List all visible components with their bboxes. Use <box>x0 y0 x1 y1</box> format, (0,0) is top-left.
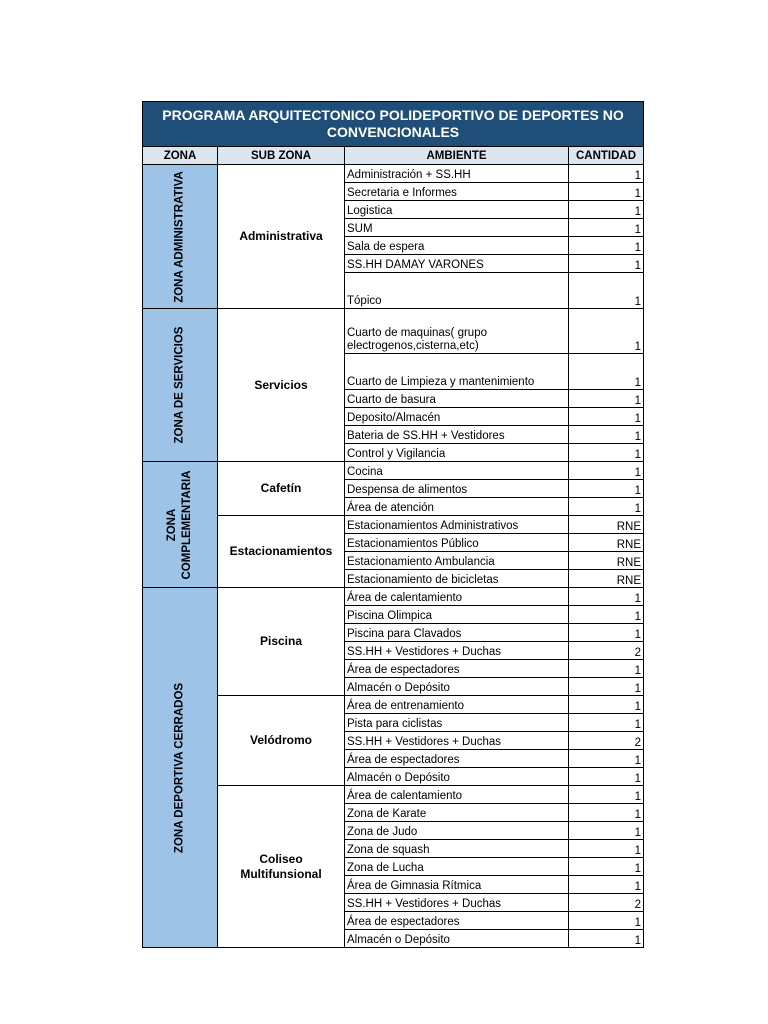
table-title: PROGRAMA ARQUITECTONICO POLIDEPORTIVO DE DEPORTES NO CONVENCIONALES <box>143 102 644 147</box>
ambiente-cell: Cuarto de maquinas( grupo electrogenos,cisterna,etc) <box>345 309 569 354</box>
cantidad-cell: 1 <box>569 201 644 219</box>
cantidad-cell: 1 <box>569 480 644 498</box>
ambiente-cell: Área de calentamiento <box>345 588 569 606</box>
cantidad-cell: RNE <box>569 552 644 570</box>
cantidad-cell: 1 <box>569 912 644 930</box>
zone-cell <box>143 462 218 588</box>
cantidad-cell: 1 <box>569 273 644 309</box>
cantidad-cell: 1 <box>569 750 644 768</box>
cantidad-cell: 1 <box>569 588 644 606</box>
ambiente-cell: Área de Gimnasia Rítmica <box>345 876 569 894</box>
table-row <box>143 309 644 354</box>
ambiente-cell: SS.HH + Vestidores + Duchas <box>345 642 569 660</box>
subzone-cell: Servicios <box>218 309 345 462</box>
cantidad-cell: 1 <box>569 408 644 426</box>
program-table <box>142 101 644 948</box>
cantidad-cell: RNE <box>569 570 644 588</box>
table-row <box>143 516 644 534</box>
ambiente-cell: Almacén o Depósito <box>345 930 569 948</box>
cantidad-cell: RNE <box>569 516 644 534</box>
cantidad-cell: 1 <box>569 498 644 516</box>
zone-cell <box>143 588 218 948</box>
cantidad-cell: 1 <box>569 876 644 894</box>
zone-label: ZONA COMPLEMENTARIA <box>166 469 193 580</box>
cantidad-cell: 1 <box>569 354 644 390</box>
ambiente-cell: Piscina para Clavados <box>345 624 569 642</box>
table-row <box>143 588 644 606</box>
cantidad-cell: 2 <box>569 894 644 912</box>
ambiente-cell: Almacén o Depósito <box>345 678 569 696</box>
cantidad-cell: 1 <box>569 714 644 732</box>
ambiente-cell: Área de entrenamiento <box>345 696 569 714</box>
ambiente-cell: Zona de Lucha <box>345 858 569 876</box>
ambiente-cell: Área de espectadores <box>345 660 569 678</box>
ambiente-cell: SS.HH + Vestidores + Duchas <box>345 894 569 912</box>
ambiente-cell: Secretaria e Informes <box>345 183 569 201</box>
cantidad-cell: 1 <box>569 786 644 804</box>
cantidad-cell: RNE <box>569 534 644 552</box>
program-sheet <box>142 101 643 948</box>
cantidad-cell: 1 <box>569 768 644 786</box>
cantidad-cell: 1 <box>569 930 644 948</box>
cantidad-cell: 1 <box>569 183 644 201</box>
ambiente-cell: SUM <box>345 219 569 237</box>
cantidad-cell: 1 <box>569 606 644 624</box>
table-row <box>143 165 644 183</box>
table-row <box>143 786 644 804</box>
subzone-cell: Administrativa <box>218 165 345 309</box>
cantidad-cell: 1 <box>569 858 644 876</box>
cantidad-cell: 1 <box>569 462 644 480</box>
cantidad-cell: 1 <box>569 822 644 840</box>
ambiente-cell: Estacionamientos Administrativos <box>345 516 569 534</box>
zone-cell <box>143 165 218 309</box>
ambiente-cell: Zona de Judo <box>345 822 569 840</box>
cantidad-cell: 1 <box>569 804 644 822</box>
subzone-cell: Coliseo Multifunsional <box>218 786 345 948</box>
ambiente-cell: Zona de squash <box>345 840 569 858</box>
ambiente-cell: Área de espectadores <box>345 750 569 768</box>
ambiente-cell: Cuarto de basura <box>345 390 569 408</box>
header-zona: ZONA <box>143 147 218 165</box>
ambiente-cell: Pista para ciclistas <box>345 714 569 732</box>
zone-label: ZONA ADMINISTRATIVA <box>173 170 186 303</box>
header-subzona: SUB ZONA <box>218 147 345 165</box>
header-cantidad: CANTIDAD <box>569 147 644 165</box>
ambiente-cell: Estacionamientos Público <box>345 534 569 552</box>
ambiente-cell: Cuarto de Limpieza y mantenimiento <box>345 354 569 390</box>
ambiente-cell: Sala de espera <box>345 237 569 255</box>
cantidad-cell: 1 <box>569 237 644 255</box>
cantidad-cell: 1 <box>569 255 644 273</box>
cantidad-cell: 2 <box>569 732 644 750</box>
cantidad-cell: 1 <box>569 660 644 678</box>
cantidad-cell: 1 <box>569 444 644 462</box>
ambiente-cell: SS.HH DAMAY VARONES <box>345 255 569 273</box>
ambiente-cell: Bateria de SS.HH + Vestidores <box>345 426 569 444</box>
zone-cell <box>143 309 218 462</box>
ambiente-cell: Zona de Karate <box>345 804 569 822</box>
cantidad-cell: 1 <box>569 678 644 696</box>
ambiente-cell: Despensa de alimentos <box>345 480 569 498</box>
ambiente-cell: SS.HH + Vestidores + Duchas <box>345 732 569 750</box>
subzone-cell: Cafetín <box>218 462 345 516</box>
zone-label: ZONA DEPORTIVA CERRADOS <box>173 682 186 853</box>
ambiente-cell: Deposito/Almacén <box>345 408 569 426</box>
ambiente-cell: Piscina Olimpica <box>345 606 569 624</box>
subzone-cell: Estacionamientos <box>218 516 345 588</box>
zone-label: ZONA DE SERVICIOS <box>173 326 186 444</box>
ambiente-cell: Almacén o Depósito <box>345 768 569 786</box>
subzone-cell: Velódromo <box>218 696 345 786</box>
ambiente-cell: Área de calentamiento <box>345 786 569 804</box>
subzone-cell: Piscina <box>218 588 345 696</box>
cantidad-cell: 1 <box>569 624 644 642</box>
header-ambiente: AMBIENTE <box>345 147 569 165</box>
cantidad-cell: 1 <box>569 840 644 858</box>
ambiente-cell: Tópico <box>345 273 569 309</box>
ambiente-cell: Estacionamiento de bicicletas <box>345 570 569 588</box>
ambiente-cell: Control y Vigilancia <box>345 444 569 462</box>
cantidad-cell: 2 <box>569 642 644 660</box>
table-row <box>143 696 644 714</box>
ambiente-cell: Área de atención <box>345 498 569 516</box>
ambiente-cell: Área de espectadores <box>345 912 569 930</box>
ambiente-cell: Administración + SS.HH <box>345 165 569 183</box>
cantidad-cell: 1 <box>569 219 644 237</box>
ambiente-cell: Estacionamiento Ambulancia <box>345 552 569 570</box>
table-row <box>143 462 644 480</box>
ambiente-cell: Logistica <box>345 201 569 219</box>
cantidad-cell: 1 <box>569 696 644 714</box>
cantidad-cell: 1 <box>569 309 644 354</box>
cantidad-cell: 1 <box>569 426 644 444</box>
ambiente-cell: Cocina <box>345 462 569 480</box>
cantidad-cell: 1 <box>569 390 644 408</box>
cantidad-cell: 1 <box>569 165 644 183</box>
